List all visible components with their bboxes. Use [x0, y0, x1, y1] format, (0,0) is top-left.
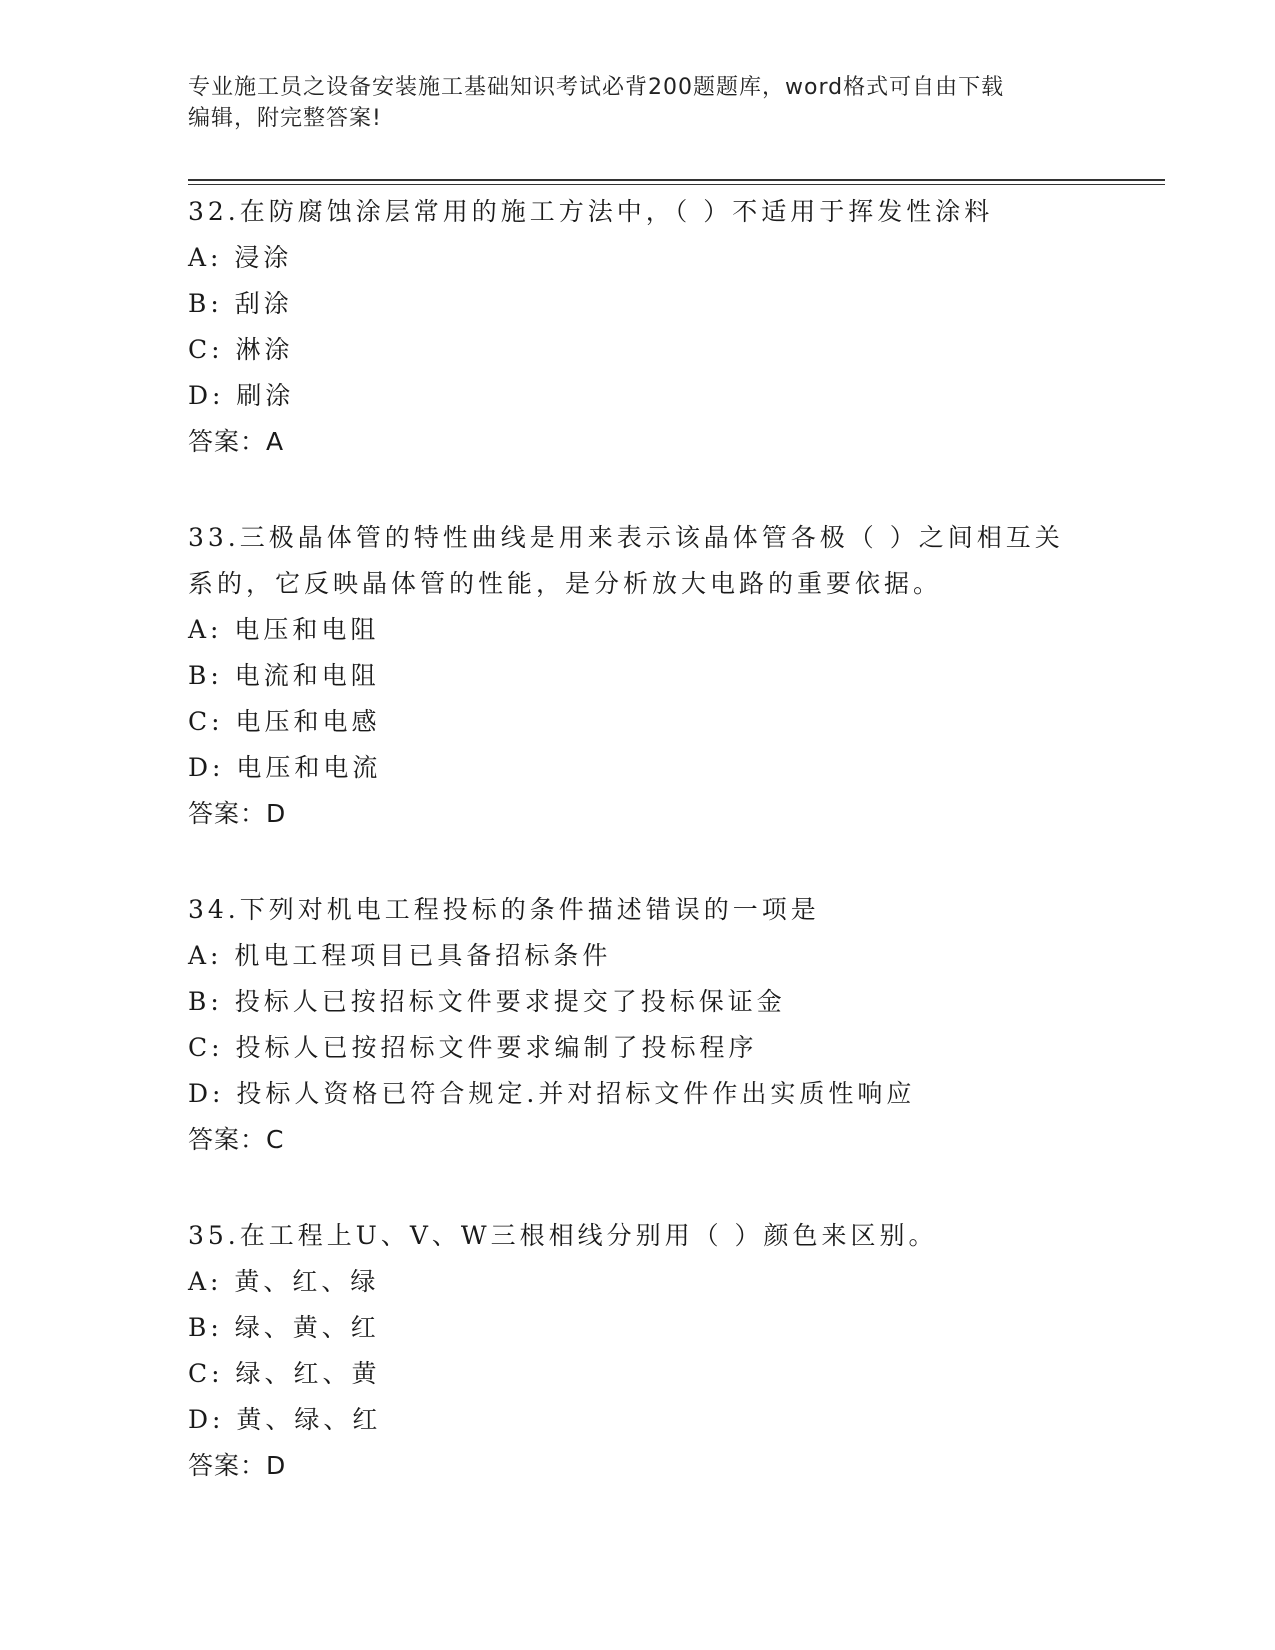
- answer-line: 答案：A: [188, 427, 285, 456]
- option-d: D: 电压和电流: [188, 753, 382, 782]
- option-a: A: 黄、红、绿: [188, 1267, 380, 1296]
- option-d: D: 刷涂: [188, 381, 295, 410]
- header-divider-thick: [188, 179, 1165, 181]
- question-32: [188, 189, 1148, 465]
- option-c: C: 投标人已按招标文件要求编制了投标程序: [188, 1033, 758, 1062]
- option-a: A: 机电工程项目已具备招标条件: [188, 941, 612, 970]
- question-stem: 32.在防腐蚀涂层常用的施工方法中，（ ）不适用于挥发性涂料: [188, 197, 994, 226]
- option-d: D: 投标人资格已符合规定.并对招标文件作出实质性响应: [188, 1079, 916, 1108]
- option-a: A: 电压和电阻: [188, 615, 380, 644]
- answer-line: 答案：D: [188, 1451, 287, 1480]
- question-list: [188, 189, 1148, 1539]
- header-line-1: 专业施工员之设备安装施工基础知识考试必背200题题库，word格式可自由下载: [188, 75, 1005, 100]
- option-c: C: 淋涂: [188, 335, 294, 364]
- option-c: C: 绿、红、黄: [188, 1359, 381, 1388]
- header-divider-thin: [188, 184, 1165, 185]
- question-stem: 33.三极晶体管的特性曲线是用来表示该晶体管各极（ ）之间相互关: [188, 523, 1064, 552]
- question-35: [188, 1213, 1148, 1489]
- question-stem-continued: 系的，它反映晶体管的性能，是分析放大电路的重要依据。: [188, 569, 943, 598]
- question-34: [188, 887, 1148, 1163]
- answer-line: 答案：C: [188, 1125, 285, 1154]
- option-b: B: 电流和电阻: [188, 661, 380, 690]
- question-stem: 35.在工程上U、V、W三根相线分别用（ ）颜色来区别。: [188, 1221, 938, 1250]
- option-b: B: 投标人已按招标文件要求提交了投标保证金: [188, 987, 786, 1016]
- question-33: [188, 515, 1148, 837]
- option-c: C: 电压和电感: [188, 707, 381, 736]
- answer-line: 答案：D: [188, 799, 287, 828]
- option-b: B: 绿、黄、红: [188, 1313, 380, 1342]
- option-d: D: 黄、绿、红: [188, 1405, 382, 1434]
- question-stem: 34.下列对机电工程投标的条件描述错误的一项是: [188, 895, 820, 924]
- document-header: [188, 72, 1088, 134]
- header-line-2: 编辑，附完整答案!: [188, 106, 382, 131]
- option-a: A: 浸涂: [188, 243, 293, 272]
- option-b: B: 刮涂: [188, 289, 293, 318]
